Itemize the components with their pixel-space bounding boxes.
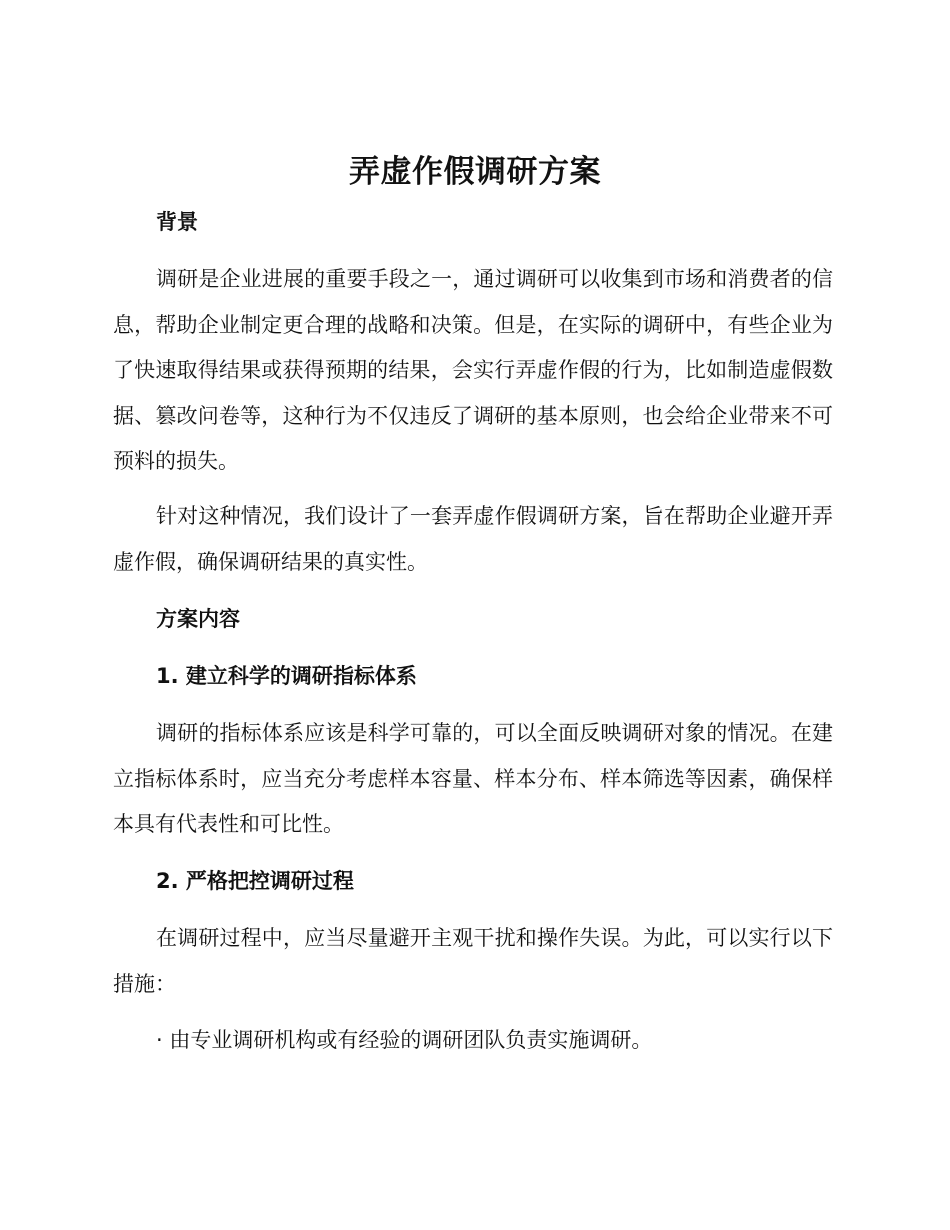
paragraph-item-1: 调研的指标体系应该是科学可靠的，可以全面反映调研对象的情况。在建立指标体系时，应当充分考虑样本容量、样本分布、样本筛选等因素，确保样本具有代表性和可比性。 [113, 721, 833, 836]
item-heading-2: 2. 严格把控调研过程 [156, 869, 354, 893]
section-heading-plan: 方案内容 [156, 607, 240, 631]
document-title: 弄虚作假调研方案 [349, 154, 601, 190]
paragraph-item-2: 在调研过程中，应当尽量避开主观干扰和操作失误。为此，可以实行以下措施： [113, 926, 833, 996]
paragraph-background-2: 针对这种情况，我们设计了一套弄虚作假调研方案，旨在帮助企业避开弄虚作假，确保调研结果的真实性。 [113, 504, 833, 574]
section-heading-background: 背景 [156, 210, 198, 234]
item-heading-1: 1. 建立科学的调研指标体系 [156, 664, 417, 688]
bullet-item-1: · 由专业调研机构或有经验的调研团队负责实施调研。 [156, 1028, 653, 1052]
paragraph-background-1: 调研是企业进展的重要手段之一，通过调研可以收集到市场和消费者的信息，帮助企业制定更合理的战略和决策。但是，在实际的调研中，有些企业为了快速取得结果或获得预期的结果，会实行弄虚作假的行为，比如制造虚假数据、篡改问卷等，这种行为不仅违反了调研的基本原则，也会给企业带来不可预料的损失。 [113, 267, 833, 473]
